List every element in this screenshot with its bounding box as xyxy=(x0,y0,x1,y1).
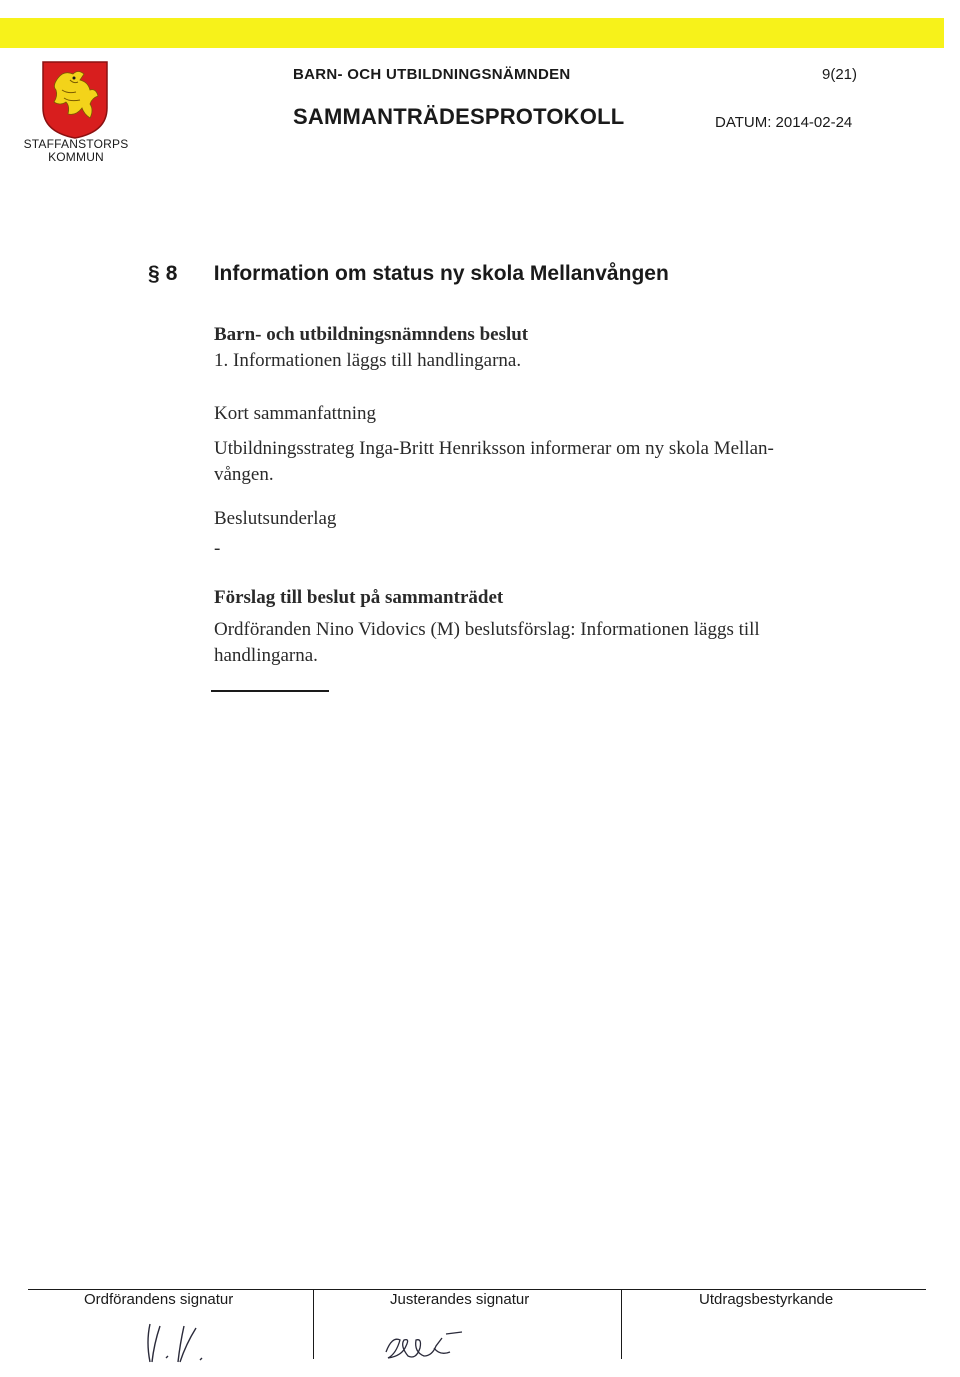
summary-text-line-2: vången. xyxy=(214,464,274,485)
protocol-title: SAMMANTRÄDESPROTOKOLL xyxy=(293,104,625,129)
section-heading xyxy=(148,262,669,286)
proposal-text-line-2: handlingarna. xyxy=(214,645,318,666)
basis-text: - xyxy=(214,538,221,559)
board-name: BARN- OCH UTBILDNINGSNÄMNDEN xyxy=(293,66,571,83)
chair-signature-label: Ordförandens signatur xyxy=(84,1291,234,1308)
section-end-divider xyxy=(211,690,329,692)
municipality-line-1: STAFFANSTORPS xyxy=(23,137,129,151)
section-title: Information om status ny skola Mellanvången xyxy=(213,262,669,285)
header-yellow-band xyxy=(0,18,944,48)
summary-text-line-1: Utbildningsstrateg Inga-Britt Henriksson informerar om ny skola Mellan- xyxy=(214,438,774,459)
proposal-block xyxy=(214,585,894,669)
extract-certification-label: Utdragsbestyrkande xyxy=(699,1291,834,1308)
paragraph-number: 8 xyxy=(165,262,178,285)
chair-signature xyxy=(140,1318,220,1373)
decision-heading: Barn- och utbildningsnämndens beslut xyxy=(214,324,529,345)
summary-heading: Kort sammanfattning xyxy=(214,403,376,424)
basis-heading: Beslutsunderlag xyxy=(214,508,337,529)
decision-item: 1. Informationen läggs till handlingarna. xyxy=(214,350,522,371)
adjuster-signature-label: Justerandes signatur xyxy=(390,1291,530,1308)
proposal-text-line-1: Ordföranden Nino Vidovics (M) beslutsförslag: Informationen läggs till xyxy=(214,619,760,640)
griffin-icon xyxy=(40,60,110,140)
decision-block xyxy=(214,322,854,374)
footer-column-separator-1 xyxy=(313,1289,314,1359)
adjuster-signature xyxy=(376,1326,466,1371)
summary-block xyxy=(214,401,854,488)
footer-column-separator-2 xyxy=(621,1289,622,1359)
municipality-line-2: KOMMUN xyxy=(48,150,104,164)
paragraph-sign: § xyxy=(148,262,160,285)
footer-rule xyxy=(28,1289,926,1290)
proposal-heading: Förslag till beslut på sammanträdet xyxy=(214,587,504,608)
page-number: 9(21) xyxy=(822,66,858,83)
coat-of-arms-logo xyxy=(40,60,110,140)
basis-block xyxy=(214,506,854,562)
meeting-date: DATUM: 2014-02-24 xyxy=(715,114,853,131)
municipality-name xyxy=(16,138,136,164)
